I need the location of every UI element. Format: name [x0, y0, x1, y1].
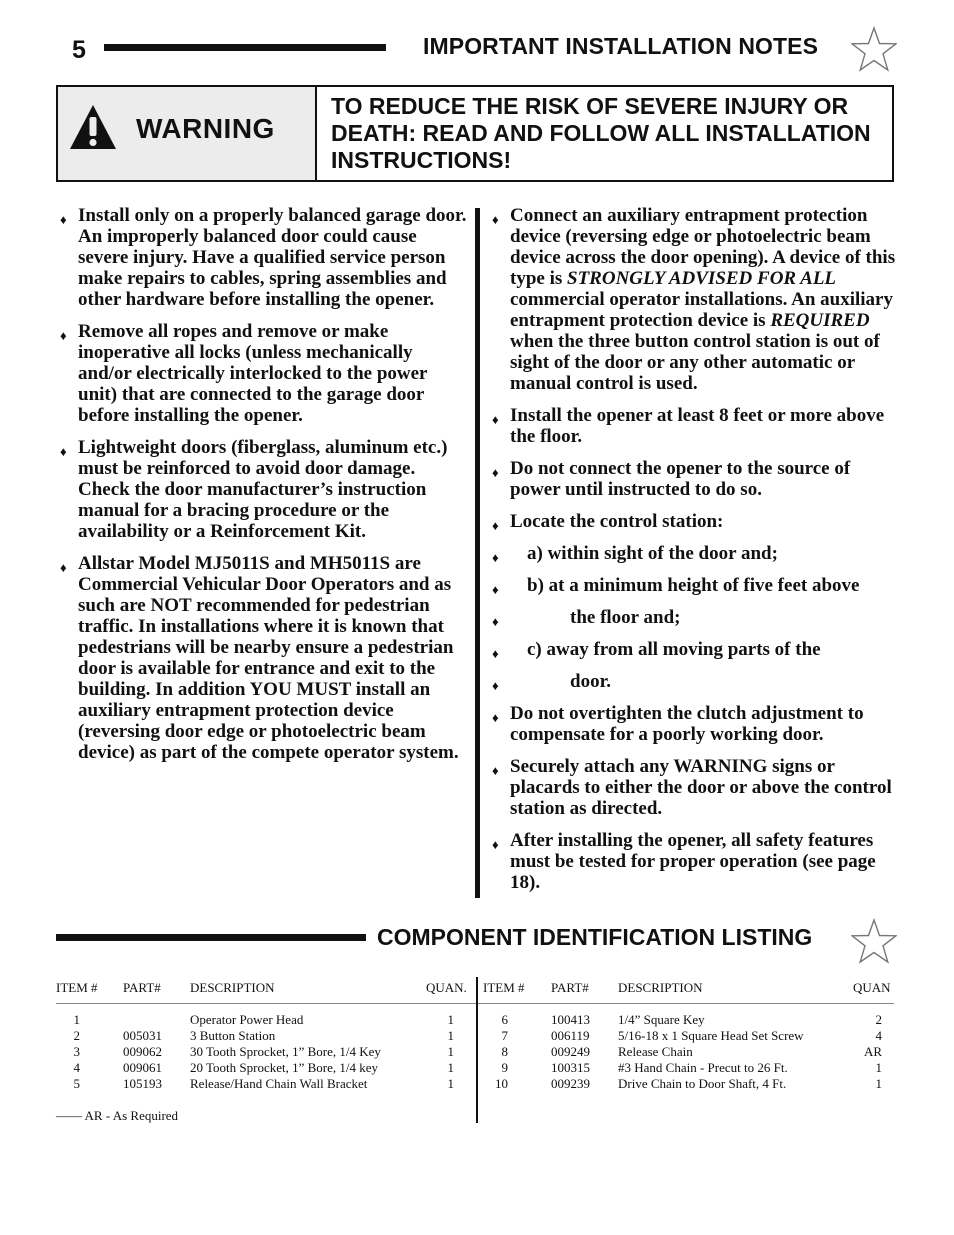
part-number: 009249 — [551, 1044, 590, 1059]
list-item — [60, 321, 470, 426]
diamond-bullet-icon: ♦ — [492, 710, 499, 725]
item-number: 7 — [501, 1028, 508, 1043]
note-text: After installing the opener, all safety features must be tested for proper operation (see page 18). — [510, 830, 876, 893]
note-text: Remove all ropes and remove or make inoperative all locks (unless mechanically and/or electrically interlocked to the power unit) that are connected to the garage door before installing the opener. — [78, 321, 428, 426]
column-header-quantity: QUAN — [853, 980, 891, 995]
right-notes-column — [492, 205, 902, 904]
list-item — [492, 205, 902, 394]
column-header-item: ITEM # — [483, 980, 525, 995]
item-number: 4 — [73, 1060, 80, 1075]
description: 3 Button Station — [190, 1028, 276, 1043]
diamond-bullet-icon: ♦ — [492, 412, 499, 427]
quantity: 1 — [447, 1060, 454, 1075]
part-number: 005031 — [123, 1028, 162, 1043]
note-text: the floor and; — [570, 607, 681, 628]
note-text: door. — [570, 671, 612, 692]
note-text: c) away from all moving parts of the — [527, 639, 821, 660]
part-number: 009061 — [123, 1060, 162, 1075]
part-number: 009239 — [551, 1076, 590, 1091]
description: Drive Chain to Door Shaft, 4 Ft. — [618, 1076, 787, 1091]
star-icon — [851, 26, 897, 72]
item-number: 9 — [501, 1060, 508, 1075]
warning-triangle-icon — [68, 103, 118, 151]
list-item — [492, 671, 902, 692]
column-header-description: DESCRIPTION — [618, 980, 703, 995]
section-rule — [56, 934, 366, 941]
list-item — [60, 205, 470, 310]
quantity: AR — [863, 1044, 882, 1059]
diamond-bullet-icon: ♦ — [492, 614, 499, 629]
star-icon — [851, 918, 897, 964]
header-rule — [104, 44, 386, 51]
list-item — [492, 458, 902, 500]
column-divider — [475, 208, 480, 898]
list-item — [492, 607, 902, 628]
description: 30 Tooth Sprocket, 1” Bore, 1/4 Key — [190, 1044, 381, 1059]
diamond-bullet-icon: ♦ — [492, 465, 499, 480]
quantity: 1 — [875, 1076, 882, 1091]
page-title: IMPORTANT INSTALLATION NOTES — [423, 33, 819, 59]
column-header-item: ITEM # — [56, 980, 98, 995]
description: Release Chain — [618, 1044, 693, 1059]
item-number: 3 — [73, 1044, 80, 1059]
quantity: 1 — [447, 1012, 454, 1027]
description: Operator Power Head — [190, 1012, 304, 1027]
list-item — [492, 405, 902, 447]
item-number: 2 — [73, 1028, 80, 1043]
column-header-quantity: QUAN. — [426, 980, 467, 995]
left-notes-column — [60, 205, 470, 774]
part-number: 006119 — [551, 1028, 590, 1043]
quantity: 1 — [447, 1076, 454, 1091]
diamond-bullet-icon: ♦ — [60, 444, 67, 459]
table-divider — [476, 977, 478, 1123]
diamond-bullet-icon: ♦ — [492, 646, 499, 661]
list-item — [492, 543, 902, 564]
warning-text: TO REDUCE THE RISK OF SEVERE INJURY OR DEATH: READ AND FOLLOW ALL INSTALLATION INSTRUCTIONS! — [331, 93, 871, 173]
list-item — [492, 830, 902, 893]
quantity: 4 — [875, 1028, 882, 1043]
list-item — [492, 575, 902, 596]
item-number: 6 — [501, 1012, 508, 1027]
warning-box — [56, 85, 894, 182]
list-item — [492, 639, 902, 660]
diamond-bullet-icon: ♦ — [492, 212, 499, 227]
description: 1/4” Square Key — [618, 1012, 705, 1027]
description: Release/Hand Chain Wall Bracket — [190, 1076, 368, 1091]
note-text: Do not overtighten the clutch adjustment to compensate for a poorly working door. — [510, 703, 864, 745]
note-text: Securely attach any WARNING signs or placards to either the door or above the control station as directed. — [510, 756, 892, 819]
part-number: 100413 — [551, 1012, 590, 1027]
table-header-rule — [56, 1003, 894, 1004]
description: 5/16-18 x 1 Square Head Set Screw — [618, 1028, 804, 1043]
description: 20 Tooth Sprocket, 1” Bore, 1/4 key — [190, 1060, 379, 1075]
diamond-bullet-icon: ♦ — [60, 560, 67, 575]
part-number: 009062 — [123, 1044, 162, 1059]
diamond-bullet-icon: ♦ — [60, 328, 67, 343]
quantity: 1 — [447, 1044, 454, 1059]
diamond-bullet-icon: ♦ — [492, 678, 499, 693]
page-number: 5 — [72, 36, 86, 64]
note-text: a) within sight of the door and; — [527, 543, 778, 564]
item-number: 5 — [73, 1076, 80, 1091]
warning-label-panel — [58, 87, 317, 180]
warning-label: WARNING — [136, 113, 275, 144]
diamond-bullet-icon: ♦ — [60, 212, 67, 227]
diamond-bullet-icon: ♦ — [492, 837, 499, 852]
item-number: 10 — [495, 1076, 508, 1091]
footnote: —— AR - As Required — [56, 1108, 179, 1123]
section-title: COMPONENT IDENTIFICATION LISTING — [377, 924, 813, 950]
diamond-bullet-icon: ♦ — [492, 550, 499, 565]
note-text: Connect an auxiliary entrapment protection device (reversing edge or photoelectric beam device across the door opening). A device of this type is STRONGLY ADVISED FOR ALL commercial operator installations. An auxiliary entrapment protection device is REQUIRED when the three button control station is out of sight of the door or any other automatic or manual control is used. — [510, 205, 896, 394]
quantity: 1 — [875, 1060, 882, 1075]
note-text: Do not connect the opener to the source of power until instructed to do so. — [510, 458, 851, 500]
list-item — [492, 703, 902, 745]
note-text: Locate the control station: — [510, 511, 724, 532]
item-number: 1 — [73, 1012, 80, 1027]
note-text: Lightweight doors (fiberglass, aluminum etc.) must be reinforced to avoid door damage. Check the door manufacturer’s instruction manual for a bracing procedure or the availability or a Reinforcement Kit. — [78, 437, 448, 542]
part-number: 100315 — [551, 1060, 590, 1075]
note-text: b) at a minimum height of five feet above — [527, 575, 860, 596]
description: #3 Hand Chain - Precut to 26 Ft. — [618, 1060, 788, 1075]
note-text: Install the opener at least 8 feet or more above the floor. — [510, 405, 885, 447]
note-text: Install only on a properly balanced garage door. An improperly balanced door could cause severe injury. Have a qualified service person make repairs to cables, spring assemblies and other hardware before installing the opener. — [78, 205, 467, 310]
part-number: 105193 — [123, 1076, 162, 1091]
column-header-part: PART# — [551, 980, 589, 995]
list-item — [60, 437, 470, 542]
diamond-bullet-icon: ♦ — [492, 582, 499, 597]
quantity: 1 — [447, 1028, 454, 1043]
diamond-bullet-icon: ♦ — [492, 763, 499, 778]
item-number: 8 — [501, 1044, 508, 1059]
note-text: Allstar Model MJ5011S and MH5011S are Commercial Vehicular Door Operators and as such are NOT recommended for pedestrian traffic. In installations where it is known that pedestrians will be nearby ensure a pedestrian door is available for entrance and exit to the building. In addition YOU MUST install an auxiliary entrapment protection device (reversing door edge or photoelectric beam device) as part of the compete operator system. — [78, 553, 459, 763]
list-item — [492, 511, 902, 532]
column-header-part: PART# — [123, 980, 161, 995]
quantity: 2 — [875, 1012, 882, 1027]
list-item — [60, 553, 470, 763]
diamond-bullet-icon: ♦ — [492, 518, 499, 533]
list-item — [492, 756, 902, 819]
column-header-description: DESCRIPTION — [190, 980, 275, 995]
